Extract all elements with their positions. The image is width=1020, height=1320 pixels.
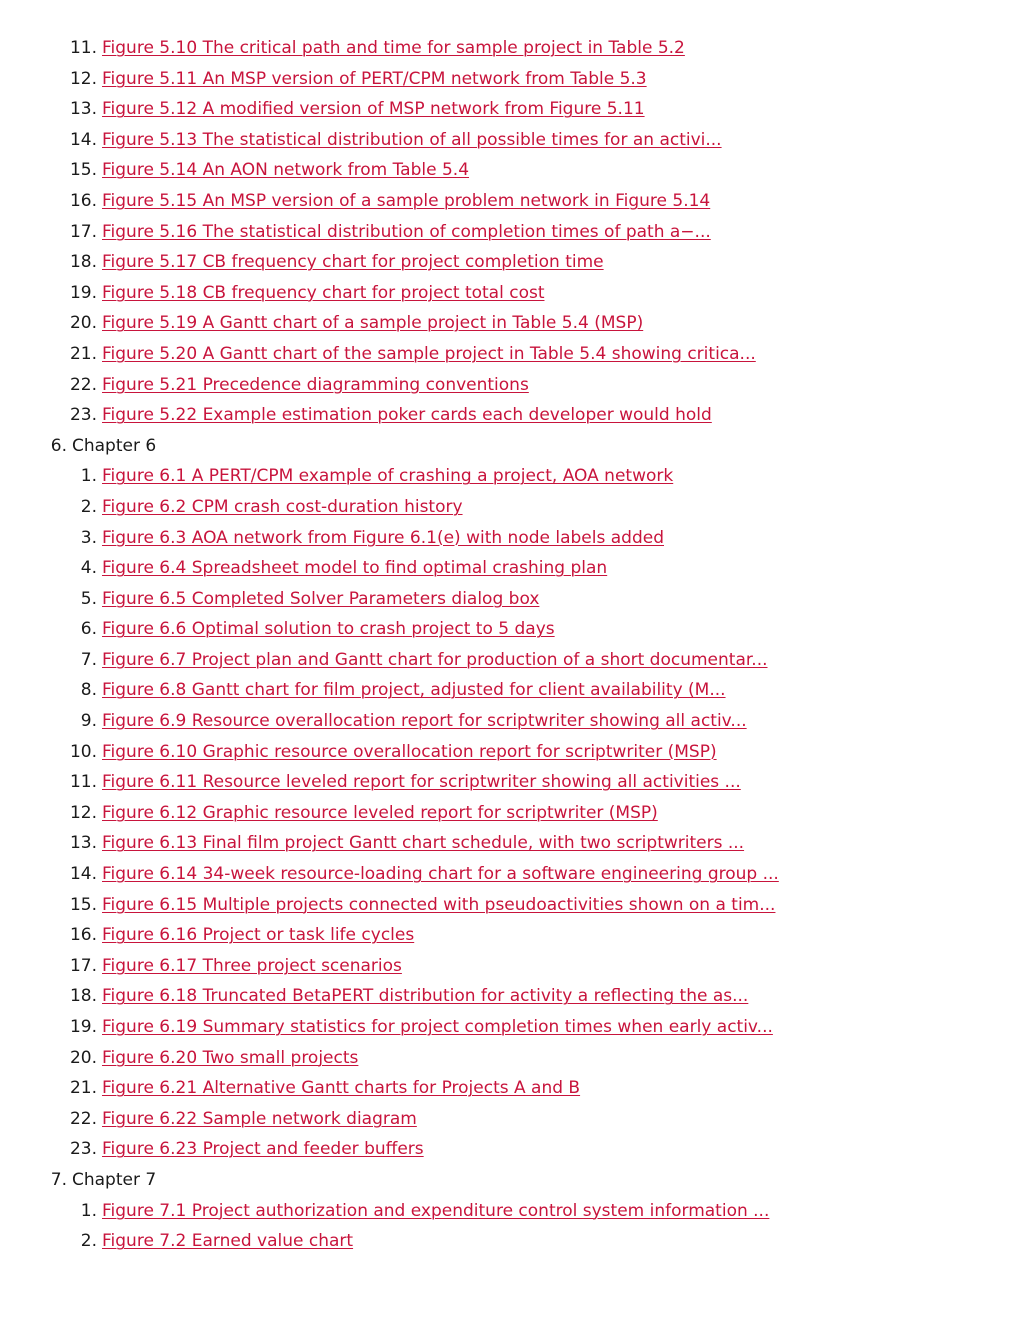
figure-link[interactable]: Figure 5.20 A Gantt chart of the sample project in Table 5.4 showing critica... — [102, 343, 756, 364]
list-item — [0, 1196, 1020, 1227]
list-item-number: 20. — [69, 1047, 97, 1068]
figure-link[interactable]: Figure 5.15 An MSP version of a sample problem network in Figure 5.14 — [102, 190, 711, 211]
list-item — [0, 217, 1020, 248]
chapter-heading — [0, 1165, 1020, 1196]
figure-list — [0, 33, 1020, 1257]
figure-link[interactable]: Figure 5.22 Example estimation poker cards each developer would hold — [102, 405, 712, 426]
list-item — [0, 584, 1020, 615]
list-item-number: 2. — [80, 1231, 97, 1252]
list-item — [0, 186, 1020, 217]
figure-link[interactable]: Figure 6.20 Two small projects — [102, 1047, 359, 1068]
list-item — [0, 94, 1020, 125]
list-item — [0, 247, 1020, 278]
list-item — [0, 1073, 1020, 1104]
figure-link[interactable]: Figure 6.22 Sample network diagram — [102, 1108, 417, 1129]
figure-link[interactable]: Figure 6.17 Three project scenarios — [102, 955, 402, 976]
figure-link[interactable]: Figure 5.19 A Gantt chart of a sample project in Table 5.4 (MSP) — [102, 313, 644, 334]
list-item-number: 23. — [69, 405, 97, 426]
list-item — [0, 339, 1020, 370]
list-item — [0, 798, 1020, 829]
figure-link[interactable]: Figure 6.12 Graphic resource leveled report for scriptwriter (MSP) — [102, 802, 658, 823]
figure-link[interactable]: Figure 7.2 Earned value chart — [102, 1231, 354, 1252]
figure-link[interactable]: Figure 6.4 Spreadsheet model to find optimal crashing plan — [102, 558, 608, 579]
list-item-number: 1. — [80, 1200, 97, 1221]
list-item-number: 1. — [80, 466, 97, 487]
list-item-number: 20. — [69, 313, 97, 334]
figure-link[interactable]: Figure 5.11 An MSP version of PERT/CPM network from Table 5.3 — [102, 68, 647, 89]
list-item-number: 7. — [80, 649, 97, 670]
figure-link[interactable]: Figure 7.1 Project authorization and expenditure control system information ... — [102, 1200, 770, 1221]
figure-link[interactable]: Figure 6.8 Gantt chart for film project, adjusted for client availability (M... — [102, 680, 726, 701]
figure-link[interactable]: Figure 5.18 CB frequency chart for project total cost — [102, 282, 545, 303]
list-item — [0, 675, 1020, 706]
list-item — [0, 308, 1020, 339]
list-item — [0, 1104, 1020, 1135]
list-item — [0, 64, 1020, 95]
list-item — [0, 981, 1020, 1012]
chapter-title: Chapter 6 — [72, 435, 157, 456]
list-item — [0, 645, 1020, 676]
list-item-number: 19. — [69, 282, 97, 303]
figure-link[interactable]: Figure 6.14 34-week resource-loading chart for a software engineering group ... — [102, 864, 779, 885]
list-item-number: 22. — [69, 374, 97, 395]
list-item-number: 9. — [80, 711, 97, 732]
figure-link[interactable]: Figure 6.13 Final film project Gantt chart schedule, with two scriptwriters ... — [102, 833, 745, 854]
list-item — [0, 706, 1020, 737]
figure-link[interactable]: Figure 5.12 A modified version of MSP network from Figure 5.11 — [102, 99, 645, 120]
figure-link[interactable]: Figure 6.9 Resource overallocation report for scriptwriter showing all activ... — [102, 711, 747, 732]
figure-link[interactable]: Figure 6.19 Summary statistics for project completion times when early activ... — [102, 1017, 773, 1037]
figure-link[interactable]: Figure 5.14 An AON network from Table 5.4 — [102, 160, 470, 181]
list-item-number: 17. — [69, 955, 97, 976]
list-item-number: 23. — [69, 1139, 97, 1160]
figure-link[interactable]: Figure 6.18 Truncated BetaPERT distribution for activity a reflecting the as... — [102, 986, 749, 1007]
figure-link[interactable]: Figure 6.10 Graphic resource overallocation report for scriptwriter (MSP) — [102, 741, 717, 762]
list-item-number: 21. — [69, 343, 97, 364]
list-item — [0, 737, 1020, 768]
list-item-number: 2. — [80, 496, 97, 517]
list-item — [0, 767, 1020, 798]
list-item-number: 13. — [69, 99, 97, 120]
figure-link[interactable]: Figure 5.21 Precedence diagramming conventions — [102, 374, 529, 395]
list-item-number: 14. — [69, 129, 97, 150]
figure-link[interactable]: Figure 5.17 CB frequency chart for project completion time — [102, 252, 604, 273]
list-item — [0, 278, 1020, 309]
list-item-number: 4. — [80, 558, 97, 579]
figure-link[interactable]: Figure 6.16 Project or task life cycles — [102, 925, 415, 946]
figure-link[interactable]: Figure 5.10 The critical path and time for sample project in Table 5.2 — [102, 38, 685, 58]
list-item — [0, 890, 1020, 921]
list-item-number: 16. — [69, 925, 97, 946]
list-item-number: 21. — [69, 1078, 97, 1099]
figure-link[interactable]: Figure 6.6 Optimal solution to crash project to 5 days — [102, 619, 555, 640]
figure-link[interactable]: Figure 5.16 The statistical distribution of completion times of path a−... — [102, 221, 711, 242]
list-item-number: 5. — [80, 588, 97, 609]
figure-link[interactable]: Figure 6.7 Project plan and Gantt chart for production of a short documentar... — [102, 649, 768, 670]
list-item — [0, 125, 1020, 156]
list-item — [0, 920, 1020, 951]
list-item-number: 19. — [69, 1017, 97, 1037]
list-item-number: 16. — [69, 190, 97, 211]
list-item-number: 12. — [69, 68, 97, 89]
list-item — [0, 1012, 1020, 1043]
list-item — [0, 951, 1020, 982]
list-item — [0, 370, 1020, 401]
list-item-number: 15. — [69, 894, 97, 915]
list-item — [0, 859, 1020, 890]
list-item-number: 11. — [69, 772, 97, 793]
list-item — [0, 33, 1020, 64]
list-item — [0, 1226, 1020, 1257]
list-item — [0, 828, 1020, 859]
list-item-number: 15. — [69, 160, 97, 181]
figure-link[interactable]: Figure 6.15 Multiple projects connected with pseudoactivities shown on a tim... — [102, 894, 776, 915]
figure-link[interactable]: Figure 6.3 AOA network from Figure 6.1(e) with node labels added — [102, 527, 664, 548]
list-item — [0, 461, 1020, 492]
chapter-number: 6. — [50, 435, 67, 456]
list-item — [0, 155, 1020, 186]
figure-link[interactable]: Figure 6.23 Project and feeder buffers — [102, 1139, 424, 1160]
list-item-number: 3. — [80, 527, 97, 548]
figure-link[interactable]: Figure 6.2 CPM crash cost-duration history — [102, 496, 463, 517]
list-item — [0, 492, 1020, 523]
figure-link[interactable]: Figure 5.13 The statistical distribution of all possible times for an activi... — [102, 129, 722, 150]
list-item — [0, 1043, 1020, 1074]
list-item-number: 11. — [69, 38, 97, 58]
chapter-heading — [0, 431, 1020, 462]
list-item-number: 14. — [69, 864, 97, 885]
list-item-number: 18. — [69, 986, 97, 1007]
list-item — [0, 523, 1020, 554]
list-item — [0, 553, 1020, 584]
list-item-number: 6. — [80, 619, 97, 640]
figure-link[interactable]: Figure 6.11 Resource leveled report for scriptwriter showing all activities ... — [102, 772, 741, 793]
chapter-number: 7. — [50, 1169, 67, 1190]
list-item — [0, 400, 1020, 431]
list-item-number: 18. — [69, 252, 97, 273]
list-item — [0, 614, 1020, 645]
list-item-number: 22. — [69, 1108, 97, 1129]
list-item-number: 13. — [69, 833, 97, 854]
list-item-number: 17. — [69, 221, 97, 242]
chapter-title: Chapter 7 — [72, 1169, 157, 1190]
list-item-number: 8. — [80, 680, 97, 701]
figure-link[interactable]: Figure 6.1 A PERT/CPM example of crashing a project, AOA network — [102, 466, 674, 487]
figure-link[interactable]: Figure 6.21 Alternative Gantt charts for Projects A and B — [102, 1078, 581, 1099]
list-item — [0, 1134, 1020, 1165]
list-item-number: 10. — [69, 741, 97, 762]
figure-link[interactable]: Figure 6.5 Completed Solver Parameters dialog box — [102, 588, 540, 609]
list-item-number: 12. — [69, 802, 97, 823]
